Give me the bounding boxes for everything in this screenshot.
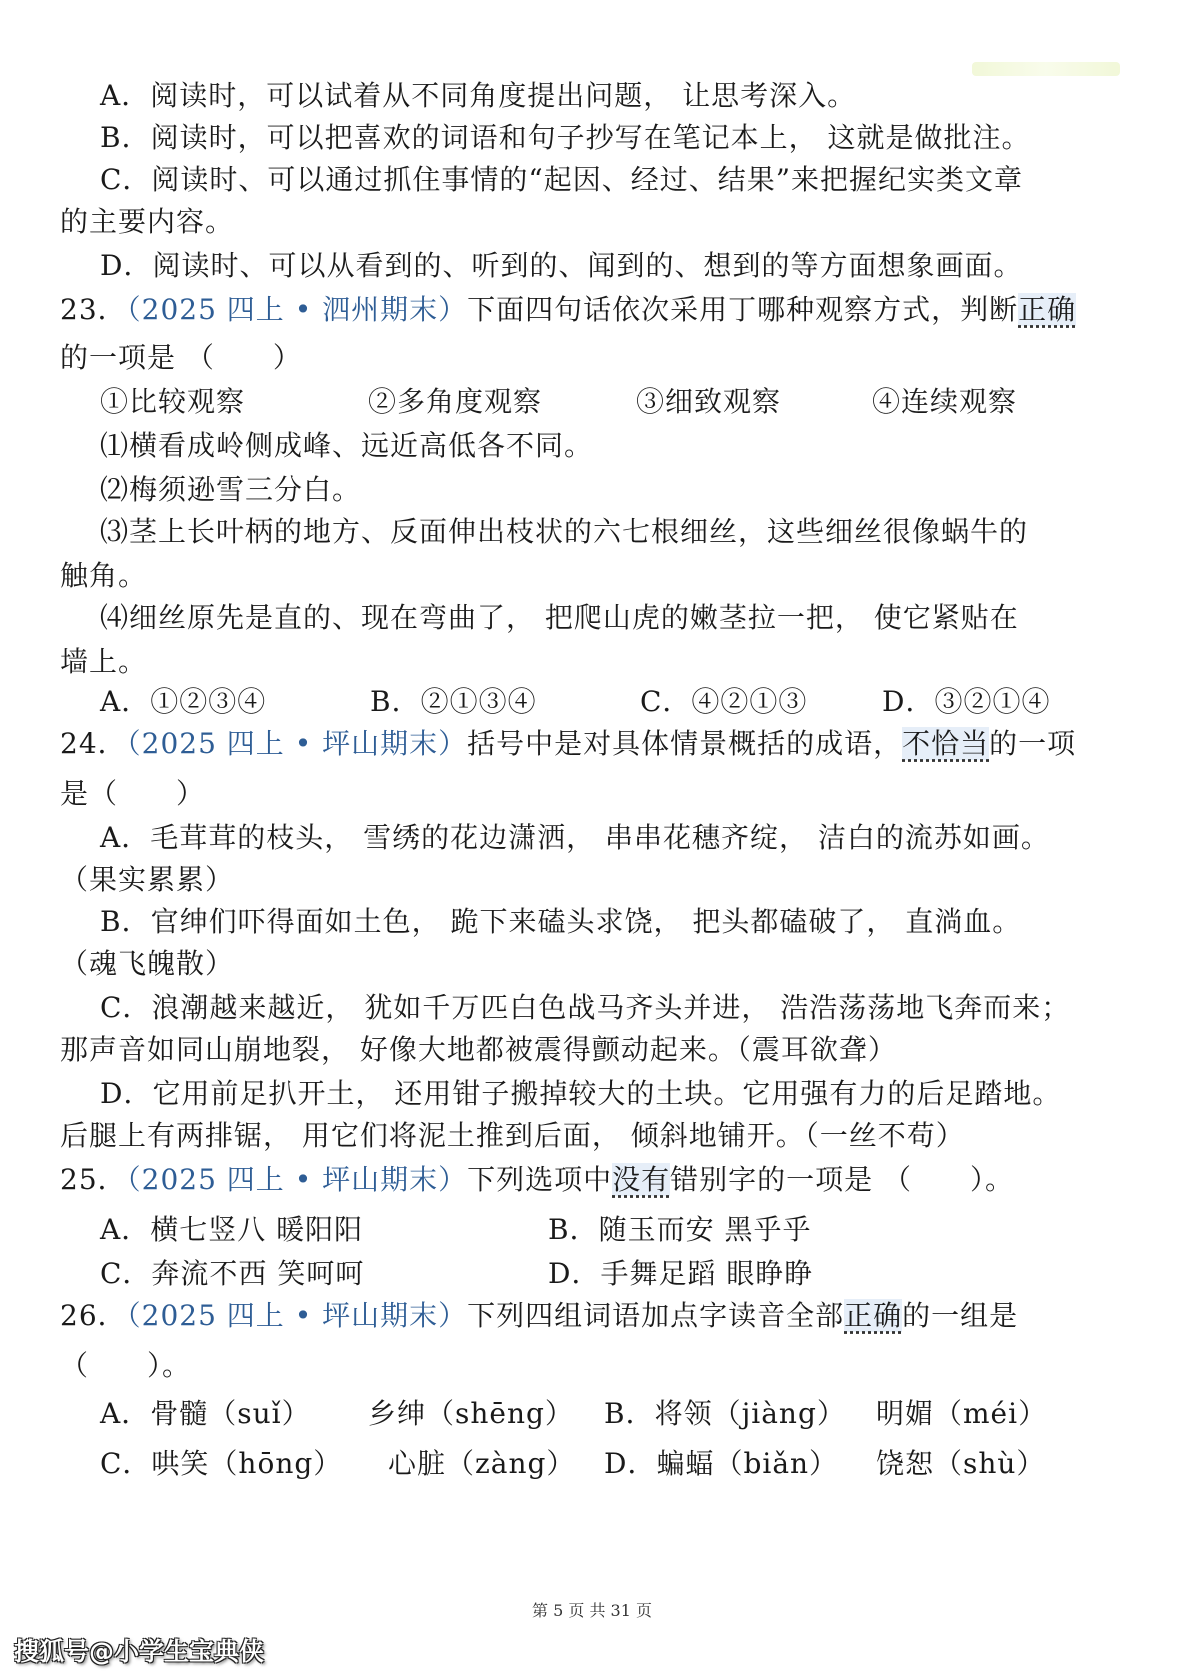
q23-sentence-3: ⑶茎上长叶柄的地方、反面伸出枝状的六七根细丝，这些细丝很像蜗牛的: [100, 515, 1029, 548]
watermark-logo: [972, 62, 1120, 76]
q23-option-b: B．②①③④: [370, 685, 537, 718]
q23-method-3: ③细致观察: [636, 385, 782, 418]
q23-option-d: D．③②①④: [882, 685, 1051, 718]
q23-source: （2025 四上 • 泗州期末）: [126, 293, 468, 326]
q24-stem-text: 括号中是对具体情景概括的成语，: [467, 727, 903, 760]
q26-number: 26．: [60, 1299, 127, 1332]
watermark-brand: 搜狐号@小学生宝典侠: [14, 1637, 265, 1666]
q23-key-word: 正确: [1018, 293, 1077, 326]
q24-option-b-idiom: （魂飞魄散）: [60, 947, 235, 980]
q23-stem-text: 下面四句话依次采用丁哪种观察方式，判断: [467, 293, 1019, 326]
q23-stem-cont: 的一项是 （ ）: [60, 341, 302, 374]
q26-option-d-word-1: D．蝙蝠（biǎn）: [604, 1447, 839, 1480]
q26-option-c-word-2: 心脏（zàng）: [388, 1447, 576, 1480]
q24-option-d: D．它用前足扒开土， 还用钳子搬掉较大的土块。它用强有力的后足踏地。: [100, 1077, 1062, 1110]
q24-option-c: C．浪潮越来越近， 犹如千万匹白色战马齐头并进， 浩浩荡荡地飞奔而来；: [100, 991, 1071, 1024]
q26-stem-text: 下列四组词语加点字读音全部: [467, 1299, 845, 1332]
q22-option-c-cont: 的主要内容。: [60, 205, 235, 238]
q26-option-d-word-2: 饶恕（shù）: [876, 1447, 1046, 1480]
q25-stem: [60, 1160, 1014, 1200]
q25-stem-end: 错别字的一项是 （ ）。: [670, 1163, 1015, 1196]
q22-option-a: A．阅读时，可以试着从不同角度提出问题， 让思考深入。: [100, 79, 857, 112]
q24-option-a: A．毛茸茸的枝头， 雪绣的花边潇洒， 串串花穗齐绽， 洁白的流苏如画。: [100, 821, 1050, 854]
q23-method-1: ①比较观察: [100, 385, 246, 418]
q24-source: （2025 四上 • 坪山期末）: [126, 727, 468, 760]
q26-stem-end: 的一组是: [902, 1299, 1019, 1332]
q23-option-a: A．①②③④: [100, 685, 267, 718]
q24-option-c-cont: 那声音如同山崩地裂， 好像大地都被震得颤动起来。（震耳欲聋）: [60, 1033, 897, 1066]
q24-option-d-cont: 后腿上有两排锯， 用它们将泥土推到后面， 倾斜地铺开。（一丝不苟）: [60, 1119, 965, 1152]
q24-option-a-idiom: （果实累累）: [60, 863, 235, 896]
q26-option-b-word-1: B．将领（jiàng）: [604, 1397, 846, 1430]
q23-number: 23．: [60, 293, 127, 326]
page-footer: 第 5 页 共 31 页: [532, 1601, 652, 1620]
q23-sentence-4: ⑷细丝原先是直的、现在弯曲了， 把爬山虎的嫩茎拉一把， 使它紧贴在: [100, 601, 1019, 634]
q25-option-d: D．手舞足蹈 眼睁睁: [548, 1257, 814, 1290]
q24-option-b: B．官绅们吓得面如土色， 跪下来磕头求饶， 把头都磕破了， 直淌血。: [100, 905, 1022, 938]
q26-option-a-word-2: 乡绅（shēng）: [368, 1397, 574, 1430]
q24-key-word: 不恰当: [902, 727, 990, 760]
q26-source: （2025 四上 • 坪山期末）: [126, 1299, 468, 1332]
q25-number: 25．: [60, 1163, 127, 1196]
q23-option-c: C．④②①③: [640, 685, 808, 718]
q26-option-c-word-1: C．哄笑（hōng）: [100, 1447, 343, 1480]
q25-option-c: C．奔流不西 笑呵呵: [100, 1257, 365, 1290]
q24-stem-cont: 是（ ）: [60, 777, 206, 810]
q25-option-a: A．横七竖八 暖阳阳: [100, 1213, 364, 1246]
q25-stem-text: 下列选项中: [467, 1163, 613, 1196]
q22-option-b: B．阅读时，可以把喜欢的词语和句子抄写在笔记本上， 这就是做批注。: [100, 121, 1031, 154]
q25-option-b: B．随玉而安 黑乎乎: [548, 1213, 812, 1246]
q24-stem: [60, 724, 1076, 764]
q23-sentence-3-cont: 触角。: [60, 559, 148, 592]
q24-number: 24．: [60, 727, 127, 760]
q26-key-word: 正确: [844, 1299, 903, 1332]
q23-method-2: ②多角度观察: [368, 385, 543, 418]
q23-sentence-1: ⑴横看成岭侧成峰、远近高低各不同。: [100, 429, 594, 462]
q23-stem: [60, 290, 1076, 330]
q23-method-4: ④连续观察: [872, 385, 1018, 418]
q25-key-word: 没有: [612, 1163, 671, 1196]
q26-option-a-word-1: A．骨髓（suǐ）: [100, 1397, 311, 1430]
q26-stem: [60, 1296, 1018, 1336]
q22-option-c: C．阅读时、可以通过抓住事情的“起因、经过、结果”来把握纪实类文章: [100, 163, 1024, 196]
q24-stem-end: 的一项: [989, 727, 1077, 760]
q26-stem-cont: （ ）。: [60, 1349, 192, 1382]
q23-sentence-2: ⑵梅须逊雪三分白。: [100, 473, 362, 506]
q26-option-b-word-2: 明媚（méi）: [876, 1397, 1048, 1430]
q22-option-d: D．阅读时、可以从看到的、听到的、闻到的、想到的等方面想象画面。: [100, 249, 1023, 282]
q25-source: （2025 四上 • 坪山期末）: [126, 1163, 468, 1196]
q23-sentence-4-cont: 墙上。: [60, 645, 148, 678]
